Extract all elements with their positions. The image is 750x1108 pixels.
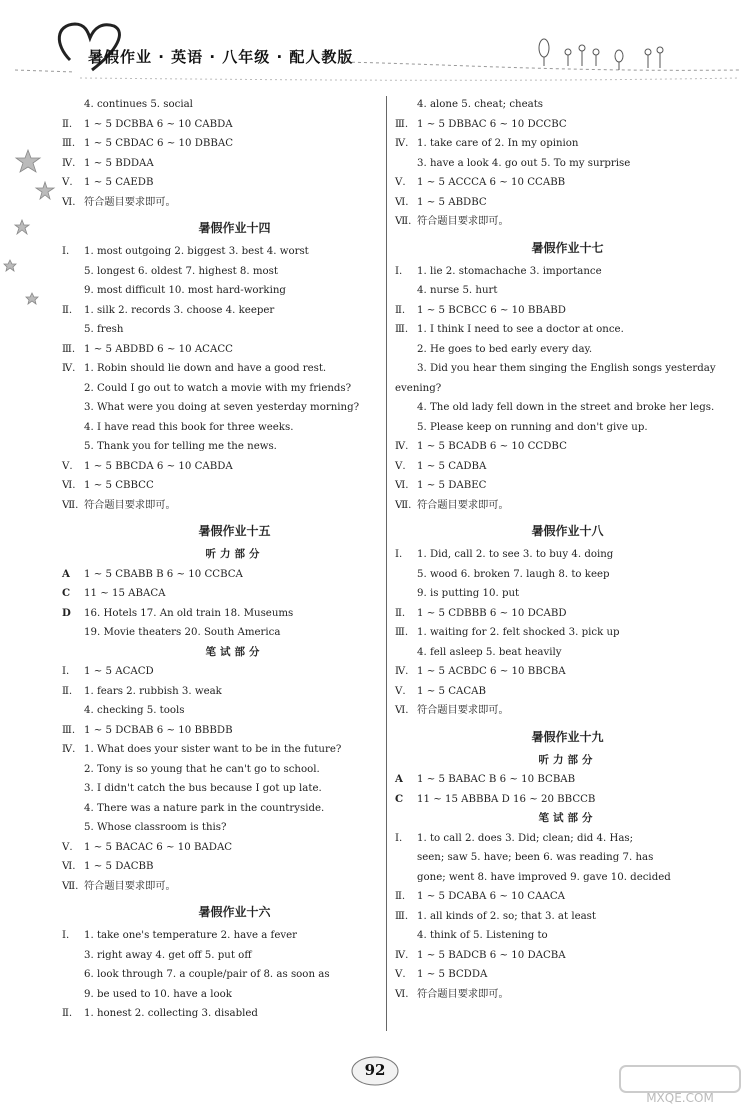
question-number: Ⅵ. <box>62 196 76 208</box>
section-subtitle: 听力部分 <box>205 548 264 560</box>
answer-text: 符合题目要求即可。 <box>417 216 509 227</box>
flower-icon <box>565 45 663 68</box>
question-number: Ⅰ. <box>395 832 403 844</box>
answer-line <box>62 134 407 154</box>
question-number: Ⅴ. <box>395 685 406 697</box>
answer-line <box>62 320 407 340</box>
answer-text: 符合题目要求即可。 <box>84 880 176 892</box>
answer-text: 1. honest 2. collecting 3. disabled <box>84 1008 258 1019</box>
answer-line <box>62 779 407 799</box>
answer-line <box>62 985 407 1005</box>
answer-text: 3. I didn't catch the bus because I got up late. <box>84 783 322 794</box>
answer-text: 11 ~ 15 ABACA <box>84 588 166 599</box>
answer-line <box>62 193 407 213</box>
answer-text: 1. fears 2. rubbish 3. weak <box>84 685 222 697</box>
answer-text: 4. continues 5. social <box>84 99 193 110</box>
answer-text: 1 ~ 5 CACAB <box>417 685 487 697</box>
answer-text: 1 ~ 5 CBABB B 6 ~ 10 CCBCA <box>84 568 243 580</box>
answer-line <box>395 662 740 682</box>
answer-line <box>395 262 740 282</box>
page-header <box>0 0 750 90</box>
question-number: Ⅱ. <box>62 1008 73 1019</box>
answer-line <box>395 868 740 888</box>
section-subtitle: 笔试部分 <box>205 645 264 658</box>
answer-text: 1 ~ 5 CBDAC 6 ~ 10 DBBAC <box>84 138 234 149</box>
question-number: Ⅶ. <box>395 216 412 227</box>
answer-text: 4. I have read this book for three weeks. <box>84 421 294 433</box>
answer-line <box>395 985 740 1005</box>
answer-text: 1 ~ 5 DABEC <box>417 480 487 491</box>
answer-line <box>62 95 407 115</box>
answer-text: 6. look through 7. a couple/pair of 8. as soon as <box>84 969 330 980</box>
answer-line <box>395 623 740 643</box>
answer-text: 1. Did, call 2. to see 3. to buy 4. doing <box>417 549 614 560</box>
answer-line <box>395 457 740 477</box>
answer-line <box>62 359 407 379</box>
answer-line <box>62 173 407 193</box>
answer-text: 1. lie 2. stomachache 3. importance <box>417 265 602 277</box>
answer-text: 2. He goes to bed early every day. <box>417 343 593 355</box>
answer-line <box>395 359 740 379</box>
question-number: Ⅴ. <box>62 841 73 853</box>
answer-text: 1. silk 2. records 3. choose 4. keeper <box>84 304 275 316</box>
answer-line <box>395 437 740 457</box>
answer-text: 3. Did you hear them singing the English songs yesterday <box>417 363 716 374</box>
question-number: Ⅰ. <box>62 930 70 941</box>
question-number: Ⅵ. <box>395 480 409 491</box>
answer-line <box>62 418 407 438</box>
answer-line <box>62 476 407 496</box>
answer-line <box>395 770 740 790</box>
answer-text: 5. fresh <box>84 324 124 335</box>
answer-text: 19. Movie theaters 20. South America <box>84 627 281 638</box>
question-number: Ⅰ. <box>62 246 70 257</box>
answer-text: 3. right away 4. get off 5. put off <box>84 949 252 961</box>
answer-line <box>395 643 740 663</box>
question-number: Ⅲ. <box>62 138 76 149</box>
question-number: Ⅴ. <box>395 460 406 472</box>
answer-line <box>62 946 407 966</box>
answer-line <box>395 604 740 624</box>
answer-text: 2. Could I go out to watch a movie with my friends? <box>84 382 352 394</box>
answer-text: 1 ~ 5 ABDBC <box>417 196 487 208</box>
answer-line <box>62 379 407 399</box>
answer-line <box>62 682 407 702</box>
answer-line <box>395 496 740 516</box>
answer-text: 4. alone 5. cheat; cheats <box>417 99 544 110</box>
answer-line <box>62 301 407 321</box>
answer-line <box>395 379 740 399</box>
answer-line <box>395 154 740 174</box>
answer-text: 1 ~ 5 BDDAA <box>84 157 154 169</box>
answer-text: 1 ~ 5 DCBAB 6 ~ 10 BBBDB <box>84 724 233 736</box>
section-title: 暑假作业十五 <box>198 524 271 538</box>
answer-text: 1 ~ 5 BBCDA 6 ~ 10 CABDA <box>84 460 233 472</box>
answer-text: 符合题目要求即可。 <box>417 499 509 511</box>
answer-text: 4. think of 5. Listening to <box>417 930 548 941</box>
question-number: Ⅳ. <box>62 744 76 755</box>
answer-line <box>395 418 740 438</box>
left-answer-column <box>62 95 407 1024</box>
answer-line <box>62 662 407 682</box>
question-number: Ⅳ. <box>395 949 409 961</box>
answer-line <box>395 281 740 301</box>
answer-text: seen; saw 5. have; been 6. was reading 7. has <box>417 852 654 863</box>
question-number: Ⅲ. <box>62 724 76 736</box>
question-number: Ⅵ. <box>395 988 409 1000</box>
page-number: 92 <box>364 1061 386 1079</box>
answer-line <box>395 887 740 907</box>
answer-line <box>62 1004 407 1024</box>
answer-text: 符合题目要求即可。 <box>417 988 509 1000</box>
answer-text: 1 ~ 5 DCABA 6 ~ 10 CAACA <box>417 891 565 902</box>
question-number: Ⅶ. <box>395 499 412 511</box>
answer-line <box>62 242 407 262</box>
question-number: Ⅵ. <box>395 196 409 208</box>
answer-text: 16. Hotels 17. An old train 18. Museums <box>84 607 294 619</box>
page-title: 暑假作业 · 英语 · 八年级 · 配人教版 <box>88 48 354 66</box>
answer-text: 1. most outgoing 2. biggest 3. best 4. worst <box>84 246 309 257</box>
answer-line <box>395 173 740 193</box>
answer-line <box>62 437 407 457</box>
answer-text: evening? <box>395 382 442 394</box>
question-number: Ⅱ. <box>62 685 73 697</box>
question-number: Ⅱ. <box>395 891 406 902</box>
question-number: Ⅱ. <box>62 304 73 316</box>
section-title: 暑假作业十四 <box>198 221 271 235</box>
section-title: 暑假作业十九 <box>531 729 604 744</box>
question-number: Ⅴ. <box>62 460 73 472</box>
page-number-badge <box>350 1053 400 1089</box>
question-number: Ⅱ. <box>395 304 406 316</box>
part-letter: A <box>395 773 403 785</box>
question-number: Ⅴ. <box>395 969 406 980</box>
answer-text: 3. What were you doing at seven yesterday morning? <box>84 402 360 413</box>
answer-line <box>62 701 407 721</box>
answer-line <box>62 565 407 585</box>
answer-line <box>62 154 407 174</box>
answer-text: 1. to call 2. does 3. Did; clean; did 4. Has; <box>417 832 634 844</box>
answer-line <box>395 946 740 966</box>
question-number: Ⅴ. <box>395 177 406 188</box>
answer-text: 11 ~ 15 ABBBA D 16 ~ 20 BBCCB <box>417 793 596 805</box>
question-number: Ⅰ. <box>62 666 70 677</box>
answer-text: 1 ~ 5 CAEDB <box>84 177 154 188</box>
answer-text: 4. nurse 5. hurt <box>417 285 498 296</box>
answer-text: 1 ~ 5 BACAC 6 ~ 10 BADAC <box>84 841 233 853</box>
question-number: Ⅳ. <box>395 138 409 149</box>
answer-line <box>395 115 740 135</box>
answer-line <box>62 457 407 477</box>
answer-line <box>395 682 740 702</box>
answer-text: 4. fell asleep 5. beat heavily <box>417 646 562 658</box>
answer-line <box>395 398 740 418</box>
answer-line <box>62 877 407 897</box>
answer-text: 1. waiting for 2. felt shocked 3. pick up <box>417 627 620 638</box>
question-number: Ⅶ. <box>62 499 79 511</box>
right-answer-column <box>395 95 740 1004</box>
question-number: Ⅳ. <box>395 441 409 452</box>
question-number: Ⅱ. <box>395 607 406 619</box>
part-letter: C <box>62 587 71 599</box>
answer-line <box>62 115 407 135</box>
question-number: Ⅲ. <box>395 324 409 335</box>
answer-text: 符合题目要求即可。 <box>84 499 176 511</box>
answer-line <box>62 721 407 741</box>
answer-text: 1 ~ 5 BCDDA <box>417 969 488 980</box>
answer-text: 1 ~ 5 CADBA <box>417 460 487 472</box>
answer-text: 1 ~ 5 DACBB <box>84 861 154 872</box>
answer-text: 4. checking 5. tools <box>84 705 185 716</box>
answer-line <box>395 907 740 927</box>
answer-line <box>395 95 740 115</box>
answer-line <box>62 857 407 877</box>
answer-line <box>395 476 740 496</box>
answer-text: 1 ~ 5 BCADB 6 ~ 10 CCDBC <box>417 441 567 452</box>
answer-line <box>62 398 407 418</box>
answer-line <box>62 623 407 643</box>
answer-text: 1 ~ 5 ABDBD 6 ~ 10 ACACC <box>84 343 233 355</box>
answer-text: 1. take one's temperature 2. have a fever <box>84 930 298 941</box>
answer-line <box>62 340 407 360</box>
answer-line <box>395 926 740 946</box>
answer-line <box>62 281 407 301</box>
question-number: Ⅵ. <box>62 480 76 491</box>
answer-line <box>395 301 740 321</box>
answer-text: 1 ~ 5 DBBAC 6 ~ 10 DCCBC <box>417 118 567 130</box>
question-number: Ⅳ. <box>62 157 76 169</box>
answer-line <box>62 965 407 985</box>
answer-text: 1 ~ 5 ACACD <box>84 666 154 677</box>
question-number: Ⅲ. <box>395 627 409 638</box>
answer-line <box>395 193 740 213</box>
section-title: 暑假作业十六 <box>198 905 271 919</box>
question-number: Ⅲ. <box>62 343 76 355</box>
answer-text: 1 ~ 5 ACBDC 6 ~ 10 BBCBA <box>417 666 566 677</box>
answer-line <box>62 740 407 760</box>
answer-text: 1 ~ 5 BCBCC 6 ~ 10 BBABD <box>417 304 566 316</box>
answer-text: 5. Thank you for telling me the news. <box>84 441 277 452</box>
answer-line <box>62 926 407 946</box>
star-icon <box>4 150 54 304</box>
section-subtitle: 听力部分 <box>538 753 597 766</box>
question-number: Ⅰ. <box>395 549 403 560</box>
answer-text: 符合题目要求即可。 <box>84 196 176 208</box>
answer-text: 3. have a look 4. go out 5. To my surprise <box>417 157 631 169</box>
answer-line <box>62 818 407 838</box>
watermark-logo <box>600 1058 750 1108</box>
question-number: Ⅵ. <box>395 705 409 716</box>
answer-text: 1. all kinds of 2. so; that 3. at least <box>417 910 597 922</box>
answer-text: 1. Robin should lie down and have a good rest. <box>84 363 327 374</box>
answer-text: 9. most difficult 10. most hard-working <box>84 285 286 296</box>
section-title: 暑假作业十八 <box>531 524 604 538</box>
answer-text: 1 ~ 5 BADCB 6 ~ 10 DACBA <box>417 949 566 961</box>
answer-line <box>62 604 407 624</box>
answer-line <box>62 262 407 282</box>
answer-line <box>62 760 407 780</box>
answer-text: 9. be used to 10. have a look <box>84 988 232 1000</box>
answer-line <box>395 584 740 604</box>
part-letter: D <box>62 606 71 619</box>
answer-text: 1 ~ 5 DCBBA 6 ~ 10 CABDA <box>84 118 233 130</box>
question-number: Ⅶ. <box>62 880 79 892</box>
part-letter: C <box>395 792 404 805</box>
question-number: Ⅲ. <box>395 118 409 130</box>
answer-line <box>395 134 740 154</box>
answer-line <box>395 545 740 565</box>
section-title: 暑假作业十七 <box>531 240 604 255</box>
answer-line <box>395 829 740 849</box>
answer-text: 5. wood 6. broken 7. laugh 8. to keep <box>417 568 610 580</box>
answer-text: 4. The old lady fell down in the street and broke her legs. <box>417 402 715 413</box>
answer-line <box>395 965 740 985</box>
answer-text: 1. What does your sister want to be in the future? <box>84 744 342 755</box>
answer-text: 4. There was a nature park in the countryside. <box>84 802 325 814</box>
question-number: Ⅰ. <box>395 265 403 277</box>
answer-text: 1. I think I need to see a doctor at once. <box>417 324 624 335</box>
answer-line <box>62 799 407 819</box>
answer-line <box>395 212 740 232</box>
answer-line <box>62 838 407 858</box>
question-number: Ⅳ. <box>62 363 76 374</box>
answer-line <box>62 584 407 604</box>
answer-text: 5. Please keep on running and don't give up. <box>417 421 648 433</box>
question-number: Ⅲ. <box>395 910 409 922</box>
answer-text: 2. Tony is so young that he can't go to school. <box>84 763 320 775</box>
answer-text: 5. longest 6. oldest 7. highest 8. most <box>84 265 279 277</box>
answer-text: 1. take care of 2. In my opinion <box>417 138 579 149</box>
answer-text: 符合题目要求即可。 <box>417 705 509 716</box>
answer-text: 9. is putting 10. put <box>417 588 520 599</box>
question-number: Ⅱ. <box>62 118 73 130</box>
answer-line <box>62 496 407 516</box>
answer-text: 5. Whose classroom is this? <box>84 822 227 833</box>
question-number: Ⅵ. <box>62 861 76 872</box>
svg-text:MXQE.COM: MXQE.COM <box>646 1091 714 1105</box>
answer-line <box>395 848 740 868</box>
section-subtitle: 笔试部分 <box>538 812 597 824</box>
answer-text: 1 ~ 5 CDBBB 6 ~ 10 DCABD <box>417 607 567 619</box>
part-letter: A <box>62 567 70 580</box>
tree-icon <box>539 39 623 70</box>
answer-line <box>395 565 740 585</box>
answer-line <box>395 340 740 360</box>
answer-text: 1 ~ 5 BABAC B 6 ~ 10 BCBAB <box>417 774 576 785</box>
answer-text: gone; went 8. have improved 9. gave 10. decided <box>417 871 671 883</box>
answer-text: 1 ~ 5 ACCCA 6 ~ 10 CCABB <box>417 177 566 188</box>
answer-line <box>395 701 740 721</box>
answer-text: 1 ~ 5 CBBCC <box>84 480 154 491</box>
question-number: Ⅳ. <box>395 666 409 677</box>
answer-line <box>395 320 740 340</box>
answer-line <box>395 790 740 810</box>
stars-decoration <box>0 130 60 450</box>
question-number: Ⅴ. <box>62 177 73 188</box>
